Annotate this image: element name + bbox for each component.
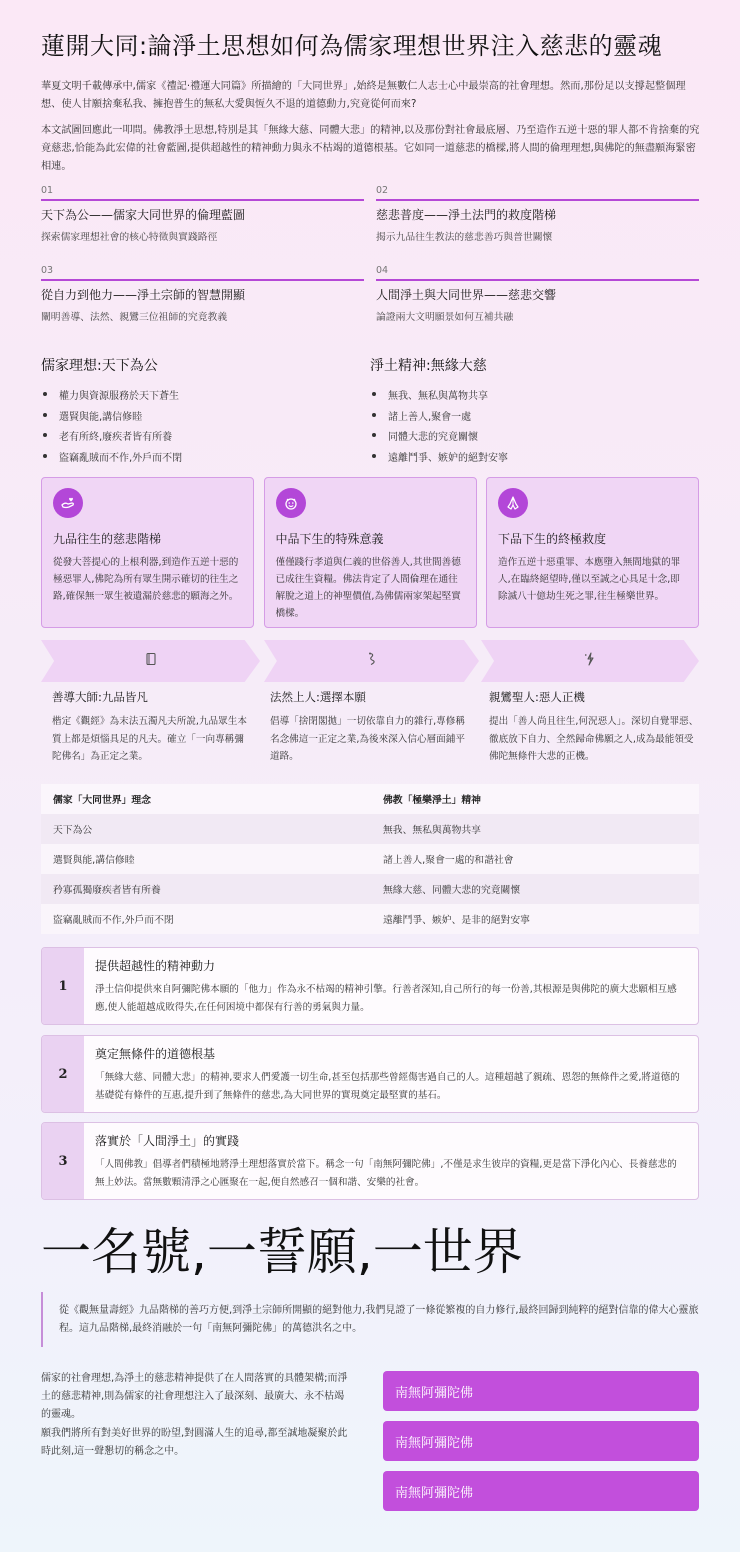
point-title: 落實於「人間淨土」的實踐 bbox=[95, 1134, 240, 1148]
card-title: 九品往生的慈悲階梯 bbox=[53, 532, 162, 546]
chevron-step bbox=[41, 640, 260, 682]
toc-item[interactable] bbox=[41, 263, 364, 343]
numbered-point bbox=[41, 947, 699, 1025]
numbered-point bbox=[41, 1122, 699, 1200]
book-icon bbox=[143, 651, 159, 671]
table-cell: 矜寡孤獨廢疾者皆有所養 bbox=[41, 874, 369, 904]
toc-title: 天下為公——儒家大同世界的倫理藍圖 bbox=[41, 208, 246, 222]
column-header: 儒家「大同世界」理念 bbox=[41, 784, 369, 814]
toc-title: 慈悲普度——淨土法門的救度階梯 bbox=[376, 208, 557, 222]
smile-icon bbox=[276, 488, 306, 518]
closing-paragraph-2: 願我們將所有對美好世界的盼望,對圓滿人生的追尋,都至誠地凝聚於此時此刻,這一聲懇切的稱念之中。 bbox=[41, 1428, 348, 1457]
list-item: 同體大悲的究竟關懷 bbox=[370, 428, 699, 449]
process-step bbox=[52, 689, 250, 766]
toc-subtitle: 闡明善導、法然、親鸞三位祖師的究竟教義 bbox=[41, 312, 228, 323]
slogan-heading: 一名號,一誓願,一世界 bbox=[41, 1223, 523, 1281]
process-chevrons bbox=[41, 640, 699, 682]
point-text: 「人間佛教」倡導者們積極地將淨土理想落實於當下。稱念一句「南無阿彌陀佛」,不僅是求生彼岸的資糧,更是當下淨化內心、長養慈悲的無上妙法。當無數顆清淨之心匯聚在一起,便自然感召一個和諧、安樂的社會。 bbox=[95, 1159, 677, 1188]
point-text: 淨土信仰提供來自阿彌陀佛本願的「他力」作為永不枯竭的精神引擎。行善者深知,自己所行的每一份善,其根源是與佛陀的廣大悲願相互感應,使人能超越成敗得失,在任何困境中都保有行善的勇氣與力量。 bbox=[95, 984, 677, 1013]
step-text: 提出「善人尚且往生,何況惡人」。深切自覺罪惡、徹底放下自力、全然歸命佛願之人,成為最能領受佛陀無條件大悲的正機。 bbox=[489, 716, 699, 762]
point-number: 1 bbox=[42, 948, 84, 1024]
step-text: 倡導「捨閉閣拋」一切依靠自力的雜行,專修稱名念佛這一正定之業,為後來深入信心層面鋪平道路。 bbox=[270, 716, 465, 762]
feature-card bbox=[486, 477, 699, 628]
toc-divider bbox=[376, 199, 699, 201]
process-step bbox=[270, 689, 468, 766]
list-item: 無我、無私與萬物共享 bbox=[370, 387, 699, 408]
intro-paragraph-2: 本文試圖回應此一叩問。佛教淨土思想,特別是其「無緣大慈、同體大悲」的精神,以及那份對社會最底層、乃至造作五逆十惡的罪人都不肯捨棄的究竟慈悲,恰能為此宏偉的社會藍圖,提供超越性的精神動力與永不枯竭的道德根基。它如同一道慈悲的橋樑,將人間的倫理理想,與佛陀的無盡願海緊密相連。 bbox=[41, 125, 700, 172]
closing-quote: 從《觀無量壽經》九品階梯的善巧方便,到淨土宗師所開顯的絕對他力,我們見證了一條從繁複的自力修行,最終回歸到純粹的絕對信靠的偉大心靈旅程。這九品階梯,最終消融於一句「南無阿彌陀佛」的萬德洪名之中。 bbox=[41, 1292, 699, 1347]
list-item: 諸上善人,聚會一處 bbox=[370, 408, 699, 429]
point-number: 3 bbox=[42, 1123, 84, 1199]
list-item: 遠離鬥爭、嫉妒的絕對安寧 bbox=[370, 449, 699, 470]
pureland-heading: 淨土精神:無緣大慈 bbox=[370, 358, 487, 374]
toc-subtitle: 論證兩大文明願景如何互補共融 bbox=[376, 312, 514, 323]
list-item: 盜竊亂賊而不作,外戶而不閉 bbox=[41, 449, 370, 470]
toc-item[interactable] bbox=[376, 263, 699, 343]
comparison-columns bbox=[41, 355, 699, 469]
toc-number: 04 bbox=[376, 265, 389, 276]
list-item: 選賢與能,講信修睦 bbox=[41, 408, 370, 429]
table-cell: 天下為公 bbox=[41, 814, 369, 844]
card-title: 中品下生的特殊意義 bbox=[275, 532, 384, 546]
card-text: 造作五逆十惡重罪、本應墮入無間地獄的罪人,在臨終絕望時,僅以至誠之心具足十念,即除滅八十億劫生死之罪,往生極樂世界。 bbox=[498, 557, 681, 602]
list-item: 權力與資源服務於天下蒼生 bbox=[41, 387, 370, 408]
step-title: 親鸞聖人:惡人正機 bbox=[489, 690, 585, 704]
toc-number: 01 bbox=[41, 185, 54, 196]
table-of-contents bbox=[41, 183, 699, 343]
chevron-step bbox=[264, 640, 479, 682]
chant-button[interactable]: 南無阿彌陀佛 bbox=[383, 1421, 699, 1461]
chant-button[interactable]: 南無阿彌陀佛 bbox=[383, 1471, 699, 1511]
hand-heart-icon bbox=[53, 488, 83, 518]
praying-hands-icon bbox=[498, 488, 528, 518]
list-item: 老有所終,廢疾者皆有所養 bbox=[41, 428, 370, 449]
pureland-column bbox=[370, 355, 699, 469]
confucian-list bbox=[41, 387, 370, 469]
card-title: 下品下生的終極救度 bbox=[498, 532, 607, 546]
path-icon bbox=[364, 651, 380, 671]
table-cell: 選賢與能,講信修睦 bbox=[41, 844, 369, 874]
table-cell: 無我、無私與萬物共享 bbox=[369, 814, 699, 844]
toc-divider bbox=[41, 279, 364, 281]
table-header-row bbox=[41, 784, 699, 814]
toc-title: 從自力到他力——淨土宗師的智慧開顯 bbox=[41, 288, 246, 302]
chevron-step bbox=[481, 640, 699, 682]
feature-card bbox=[41, 477, 254, 628]
table-row bbox=[41, 814, 699, 844]
point-number: 2 bbox=[42, 1036, 84, 1112]
toc-number: 03 bbox=[41, 265, 54, 276]
step-title: 善導大師:九品皆凡 bbox=[52, 690, 148, 704]
toc-number: 02 bbox=[376, 185, 389, 196]
table-row bbox=[41, 874, 699, 904]
table-cell: 諸上善人,聚會一處的和諧社會 bbox=[369, 844, 699, 874]
intro-paragraph-1: 華夏文明千載傳承中,儒家《禮記·禮運大同篇》所描繪的「大同世界」,始終是無數仁人志士心中最崇高的社會理想。然而,那份足以支撐起整個理想、使人甘願捨棄私我、擁抱普生的無私大愛與恆久不退的道德動力,究竟從何而來? bbox=[41, 81, 686, 110]
process-step bbox=[489, 689, 699, 766]
toc-item[interactable] bbox=[41, 183, 364, 263]
toc-title: 人間淨土與大同世界——慈悲交響 bbox=[376, 288, 557, 302]
step-text: 楷定《觀經》為末法五濁凡夫所說,九品眾生本質上都是煩惱具足的凡夫。確立「一向專稱彌陀佛名」為正定之業。 bbox=[52, 716, 247, 762]
pureland-list bbox=[370, 387, 699, 469]
feature-cards bbox=[41, 477, 699, 628]
table-row bbox=[41, 904, 699, 934]
point-title: 提供超越性的精神動力 bbox=[95, 959, 216, 973]
closing-paragraph-1: 儒家的社會理想,為淨土的慈悲精神提供了在人間落實的具體架構;而淨土的慈悲精神,則為儒家的社會理想注入了最深刻、最廣大、永不枯竭的靈魂。 bbox=[41, 1373, 348, 1420]
toc-divider bbox=[376, 279, 699, 281]
toc-item[interactable] bbox=[376, 183, 699, 263]
column-header: 佛教「極樂淨土」精神 bbox=[369, 784, 699, 814]
step-title: 法然上人:選擇本願 bbox=[270, 690, 366, 704]
toc-subtitle: 探索儒家理想社會的核心特徵與實踐路徑 bbox=[41, 232, 218, 243]
chant-button[interactable]: 南無阿彌陀佛 bbox=[383, 1371, 699, 1411]
table-row bbox=[41, 844, 699, 874]
numbered-point bbox=[41, 1035, 699, 1113]
toc-subtitle: 揭示九品往生教法的慈悲善巧與普世關懷 bbox=[376, 232, 553, 243]
confucian-heading: 儒家理想:天下為公 bbox=[41, 358, 158, 374]
point-text: 「無緣大慈、同體大悲」的精神,要求人們愛護一切生命,甚至包括那些曾經傷害過自己的人。這種超越了親疏、恩怨的無條件之愛,將道德的基礎從有條件的互惠,提升到了無條件的慈悲,為大同世界的實現奠定最堅實的基石。 bbox=[95, 1072, 680, 1101]
point-title: 奠定無條件的道德根基 bbox=[95, 1047, 216, 1061]
table-cell: 盜竊亂賊而不作,外戶而不閉 bbox=[41, 904, 369, 934]
card-text: 從發大菩提心的上根利器,到造作五逆十惡的極惡罪人,佛陀為所有眾生開示確切的往生之路,確保無一眾生被遺漏於慈悲的願海之外。 bbox=[53, 557, 239, 602]
card-text: 僅僅踐行孝道與仁義的世俗善人,其世間善德已成往生資糧。佛法肯定了人間倫理在通往解脫之道上的神聖價值,為佛儒兩家架起堅實橋樑。 bbox=[275, 557, 461, 619]
table-cell: 無緣大慈、同體大悲的究竟關懷 bbox=[369, 874, 699, 904]
comparison-table bbox=[41, 784, 699, 934]
page-title: 蓮開大同:論淨土思想如何為儒家理想世界注入慈悲的靈魂 bbox=[41, 32, 663, 60]
table-cell: 遠離鬥爭、嫉妒、是非的絕對安寧 bbox=[369, 904, 699, 934]
feature-card bbox=[264, 477, 477, 628]
toc-divider bbox=[41, 199, 364, 201]
spark-icon bbox=[582, 651, 598, 671]
confucian-column bbox=[41, 355, 370, 469]
